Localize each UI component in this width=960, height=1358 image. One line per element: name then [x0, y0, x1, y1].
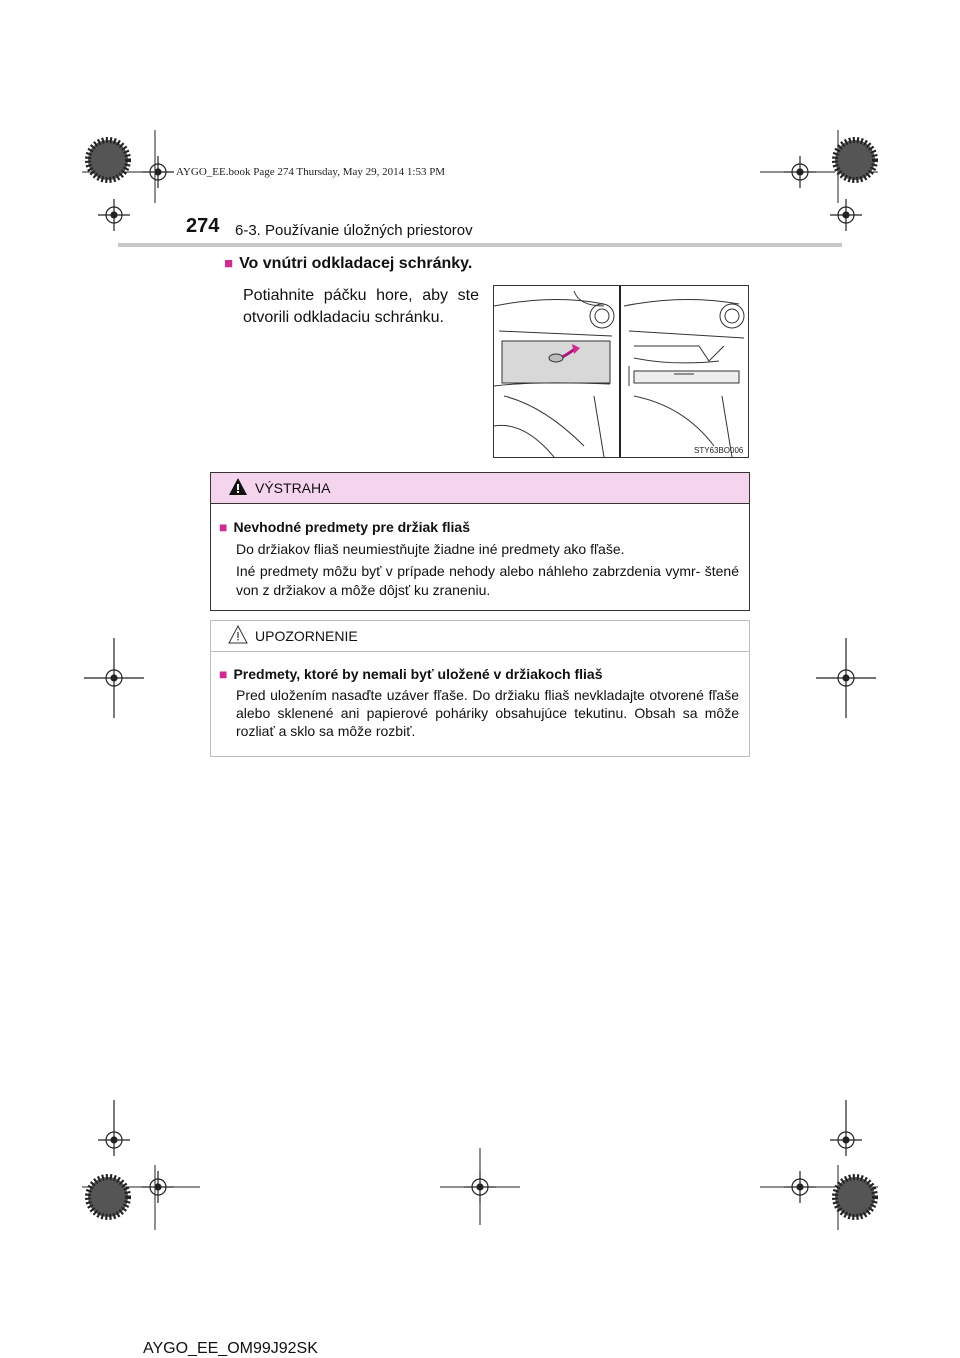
- glovebox-heading-text: Vo vnútri odkladacej schránky.: [239, 255, 473, 272]
- notice-box: [210, 620, 750, 757]
- warning-paragraph: Do držiakov fliaš neumiestňujte žiadne iné predmety ako fľaše.: [236, 541, 625, 557]
- glovebox-heading: [224, 255, 472, 273]
- caution-icon: [228, 625, 248, 645]
- warning-body: [211, 504, 749, 600]
- warning-paragraph: Iné predmety môžu byť v prípade nehody alebo náhleho zabrzdenia vymr- štené von z držiakov a môže dôjsť ku zraneniu.: [236, 563, 739, 598]
- bullet-square-icon: ■: [224, 255, 234, 272]
- notice-body: [211, 652, 749, 740]
- glovebox-instructions: Potiahnite páčku hore, aby ste otvorili odkladaciu schránku.: [243, 287, 479, 326]
- notice-subheading-text: Predmety, ktoré by nemali byť uložené v držiakoch fliaš: [233, 666, 603, 682]
- section-title: 6-3. Používanie úložných priestorov: [235, 222, 473, 239]
- notice-header: [211, 621, 749, 652]
- book-info: AYGO_EE.book Page 274 Thursday, May 29, 2014 1:53 PM: [176, 166, 446, 178]
- notice-subheading: [219, 665, 739, 683]
- figure-code: STY63BO006: [694, 446, 744, 455]
- footer-code: AYGO_EE_OM99J92SK: [143, 1340, 318, 1357]
- warning-box: [210, 472, 750, 611]
- bullet-square-icon: ■: [219, 519, 228, 535]
- notice-label: UPOZORNENIE: [255, 628, 358, 644]
- glovebox-drawing: [494, 286, 748, 457]
- page-number: 274: [186, 215, 220, 237]
- header-rule: [118, 243, 842, 247]
- warning-label: VÝSTRAHA: [255, 480, 331, 496]
- warning-subheading-text: Nevhodné predmety pre držiak fliaš: [233, 519, 470, 535]
- bullet-square-icon: ■: [219, 666, 228, 682]
- warning-icon: [228, 477, 248, 497]
- warning-header: [211, 473, 749, 504]
- glovebox-illustration: [493, 285, 749, 458]
- warning-subheading: [219, 518, 739, 537]
- notice-paragraph: Pred uložením nasaďte uzáver fľaše. Do držiaku fliaš nevkladajte otvorené fľaše alebo sklenené ani papierové poháriky obsahujúce tekutinu. Obsah sa môže rozliať a sklo sa môže rozbiť.: [236, 687, 739, 739]
